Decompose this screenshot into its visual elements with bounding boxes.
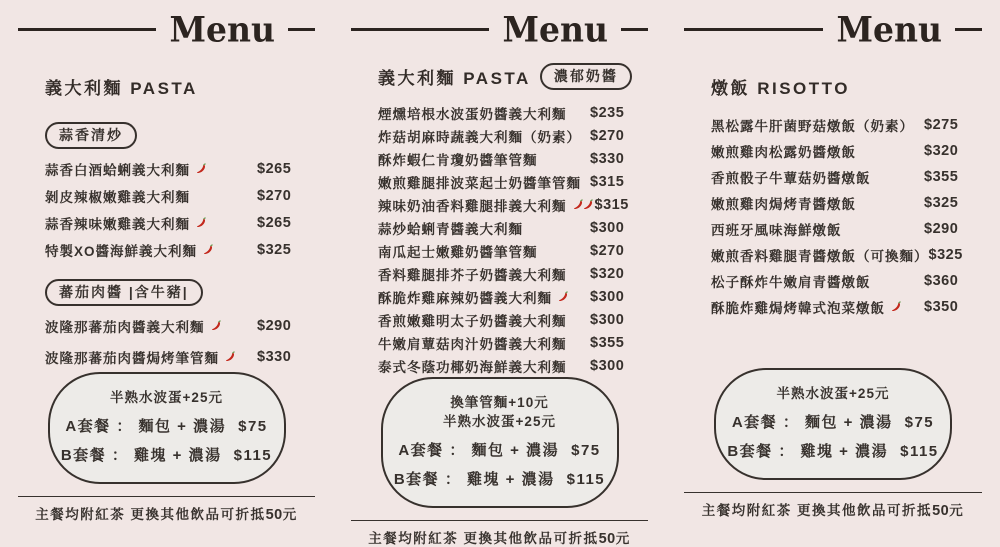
combo-set-price: $115 [566,471,606,488]
chili-icon [223,349,237,363]
item-name: 蒜炒蛤蜊青醬義大利麵 [378,221,523,237]
item-price: $325 [257,241,292,258]
combo-note: 換筆管麵+10元 [450,395,549,410]
section-title-row [45,74,315,99]
section-title: 義大利麵 PASTA [45,79,198,98]
section-title: 義大利麵 PASTA [378,69,531,88]
item-price: $290 [257,317,292,334]
menu-item [711,190,982,216]
menu-item [378,147,648,170]
menu-item [378,170,648,193]
item-name: 剝皮辣椒嫩雞義大利麵 [45,189,190,205]
item-price: $270 [590,127,625,144]
combo-box [714,368,952,480]
chili-icon [581,197,595,211]
group-badge-tomato: 蕃茄肉醬 |含牛豬| [45,279,203,306]
combo-set-price: $115 [233,447,273,464]
item-name: 西班牙風味海鮮燉飯 [711,223,842,238]
menu-item [45,341,315,372]
chili-icon [194,215,208,229]
menu-item [378,308,648,331]
item-price: $300 [590,288,625,305]
section-badge-cream: 濃郁奶醬 [540,63,632,90]
menu-item [45,236,315,263]
menu-column-pasta-cream [333,0,666,547]
combo-box [48,372,286,484]
item-name: 蒜香白酒蛤蜊義大利麵 [45,162,190,178]
combo-set-b [391,468,609,489]
menu-item [378,124,648,147]
item-name: 特製XO醬海鮮義大利麵 [45,243,198,259]
brand-rule-right [288,28,315,31]
item-list-risotto [711,112,982,320]
menu-brand-title: Menu [502,8,608,50]
footer-note: 主餐均附紅茶 更換其他飲品可折抵50元 [368,531,631,547]
menu-item [378,331,648,354]
combo-set-a [724,411,942,432]
item-price: $355 [590,334,625,351]
menu-item [711,112,982,138]
menu-item [378,193,648,216]
item-name: 蒜香辣味嫩雞義大利麵 [45,216,190,232]
menu-item [378,354,648,377]
item-price: $315 [594,196,629,213]
menu-brand-title: Menu [836,8,942,50]
chili-icon [194,161,208,175]
footer-note: 主餐均附紅茶 更換其他飲品可折抵50元 [701,503,965,519]
menu-item [711,268,982,294]
item-name: 泰式冬蔭功椰奶海鮮義大利麵 [378,359,567,375]
item-name: 辣味奶油香料雞腿排義大利麵 [378,198,567,214]
menu-item [45,310,315,341]
item-price: $290 [924,221,959,237]
item-name: 嫩煎香料雞腿青醬燉飯（可換麵） [711,249,929,264]
footer-rule [18,496,315,497]
item-name: 南瓜起士嫩雞奶醬筆管麵 [378,244,538,260]
item-name: 牛嫩肩蕈菇肉汁奶醬義大利麵 [378,336,567,352]
item-price: $325 [928,247,963,263]
footer-note: 主餐均附紅茶 更換其他飲品可折抵50元 [35,507,298,523]
item-name: 香料雞腿排芥子奶醬義大利麵 [378,267,567,283]
combo-set-price: $75 [238,418,268,435]
brand-rule-left [351,28,489,31]
menu-column-risotto [666,0,1000,525]
column-footer [18,496,315,523]
item-name: 松子酥炸牛嫩肩青醬燉飯 [711,275,871,290]
item-list-cream [378,101,648,377]
footer-rule [351,520,648,521]
section-title-row [711,74,982,99]
combo-note: 半熟水波蛋+25元 [776,386,890,401]
section-title: 燉飯 RISOTTO [711,79,850,98]
chili-icon [556,289,570,303]
item-list-garlic [45,155,315,263]
chili-icon [209,318,223,332]
combo-set-label: B套餐 ： 雞塊 + 濃湯 [60,447,222,464]
item-name: 酥炸蝦仁肯瓊奶醬筆管麵 [378,152,538,168]
brand-rule-right [955,28,982,31]
item-price: $300 [590,219,625,236]
combo-set-price: $75 [571,442,601,459]
item-price: $235 [590,104,625,121]
menu-brand-header [18,10,315,48]
item-price: $315 [590,173,625,190]
item-price: $270 [257,187,292,204]
item-price: $350 [924,299,959,315]
menu-item [711,138,982,164]
chili-icon [889,299,903,313]
item-price: $270 [590,242,625,259]
item-name: 香煎嫩雞明太子奶醬義大利麵 [378,313,567,329]
item-name: 黑松露牛肝菌野菇燉飯（奶素） [711,119,914,134]
menu-item [45,182,315,209]
combo-set-b [724,440,942,461]
combo-note: 半熟水波蛋+25元 [110,390,223,405]
combo-set-label: B套餐 ： 雞塊 + 濃湯 [393,471,555,488]
brand-rule-left [18,28,156,31]
combo-set-b [58,444,276,465]
menu-item [711,164,982,190]
section-title-row [378,63,648,90]
item-name: 嫩煎雞腿排波菜起士奶醬筆管麵 [378,175,581,191]
menu-item [711,242,982,268]
brand-rule-right [621,28,648,31]
combo-set-a [391,439,609,460]
menu-item [45,209,315,236]
item-name: 煙燻培根水波蛋奶醬義大利麵 [378,106,567,122]
item-price: $300 [590,311,625,328]
combo-set-label: A套餐 ： 麵包 + 濃湯 [398,442,560,459]
item-name: 香煎骰子牛蕈菇奶醬燉飯 [711,171,871,186]
combo-box [381,377,619,508]
item-price: $355 [924,169,959,185]
item-name: 波隆那蕃茄肉醬焗烤筆管麵 [45,350,219,366]
item-price: $330 [257,348,292,365]
brand-rule-left [684,28,823,31]
item-name: 嫩煎雞肉松露奶醬燉飯 [711,145,856,160]
menu-item [378,216,648,239]
item-name: 波隆那蕃茄肉醬義大利麵 [45,319,205,335]
item-price: $275 [924,117,959,133]
combo-set-price: $115 [900,443,939,460]
item-price: $325 [924,195,959,211]
item-name: 嫩煎雞肉焗烤青醬燉飯 [711,197,856,212]
item-name: 炸菇胡麻時蔬義大利麵（奶素） [378,129,581,145]
menu-item [711,216,982,242]
item-name: 酥脆炸雞焗烤韓式泡菜燉飯 [711,301,885,316]
item-price: $265 [257,214,292,231]
menu-item [45,155,315,182]
item-price: $320 [590,265,625,282]
item-price: $320 [924,143,959,159]
combo-note: 半熟水波蛋+25元 [443,414,556,429]
column-footer [684,492,982,519]
group-badge-garlic: 蒜香清炒 [45,122,137,149]
menu-item [378,285,648,308]
footer-rule [684,492,982,493]
menu-item [378,101,648,124]
item-list-tomato [45,310,315,372]
item-price: $300 [590,357,625,374]
menu-item [378,262,648,285]
combo-set-price: $75 [904,414,935,431]
item-price: $330 [590,150,625,167]
menu-brand-header [684,10,982,48]
combo-set-label: A套餐 ： 麵包 + 濃湯 [731,414,893,431]
menu-item [378,239,648,262]
column-footer [351,520,648,547]
combo-set-label: B套餐 ： 雞塊 + 濃湯 [727,443,889,460]
item-name: 酥脆炸雞麻辣奶醬義大利麵 [378,290,552,306]
item-price: $265 [257,160,292,177]
item-price: $360 [924,273,959,289]
chili-icon [201,242,215,256]
menu-item [711,294,982,320]
menu-column-pasta [0,0,333,525]
menu-brand-title: Menu [169,8,275,50]
menu-brand-header [351,10,648,48]
combo-set-label: A套餐 ： 麵包 + 濃湯 [65,418,227,435]
combo-set-a [58,415,276,436]
